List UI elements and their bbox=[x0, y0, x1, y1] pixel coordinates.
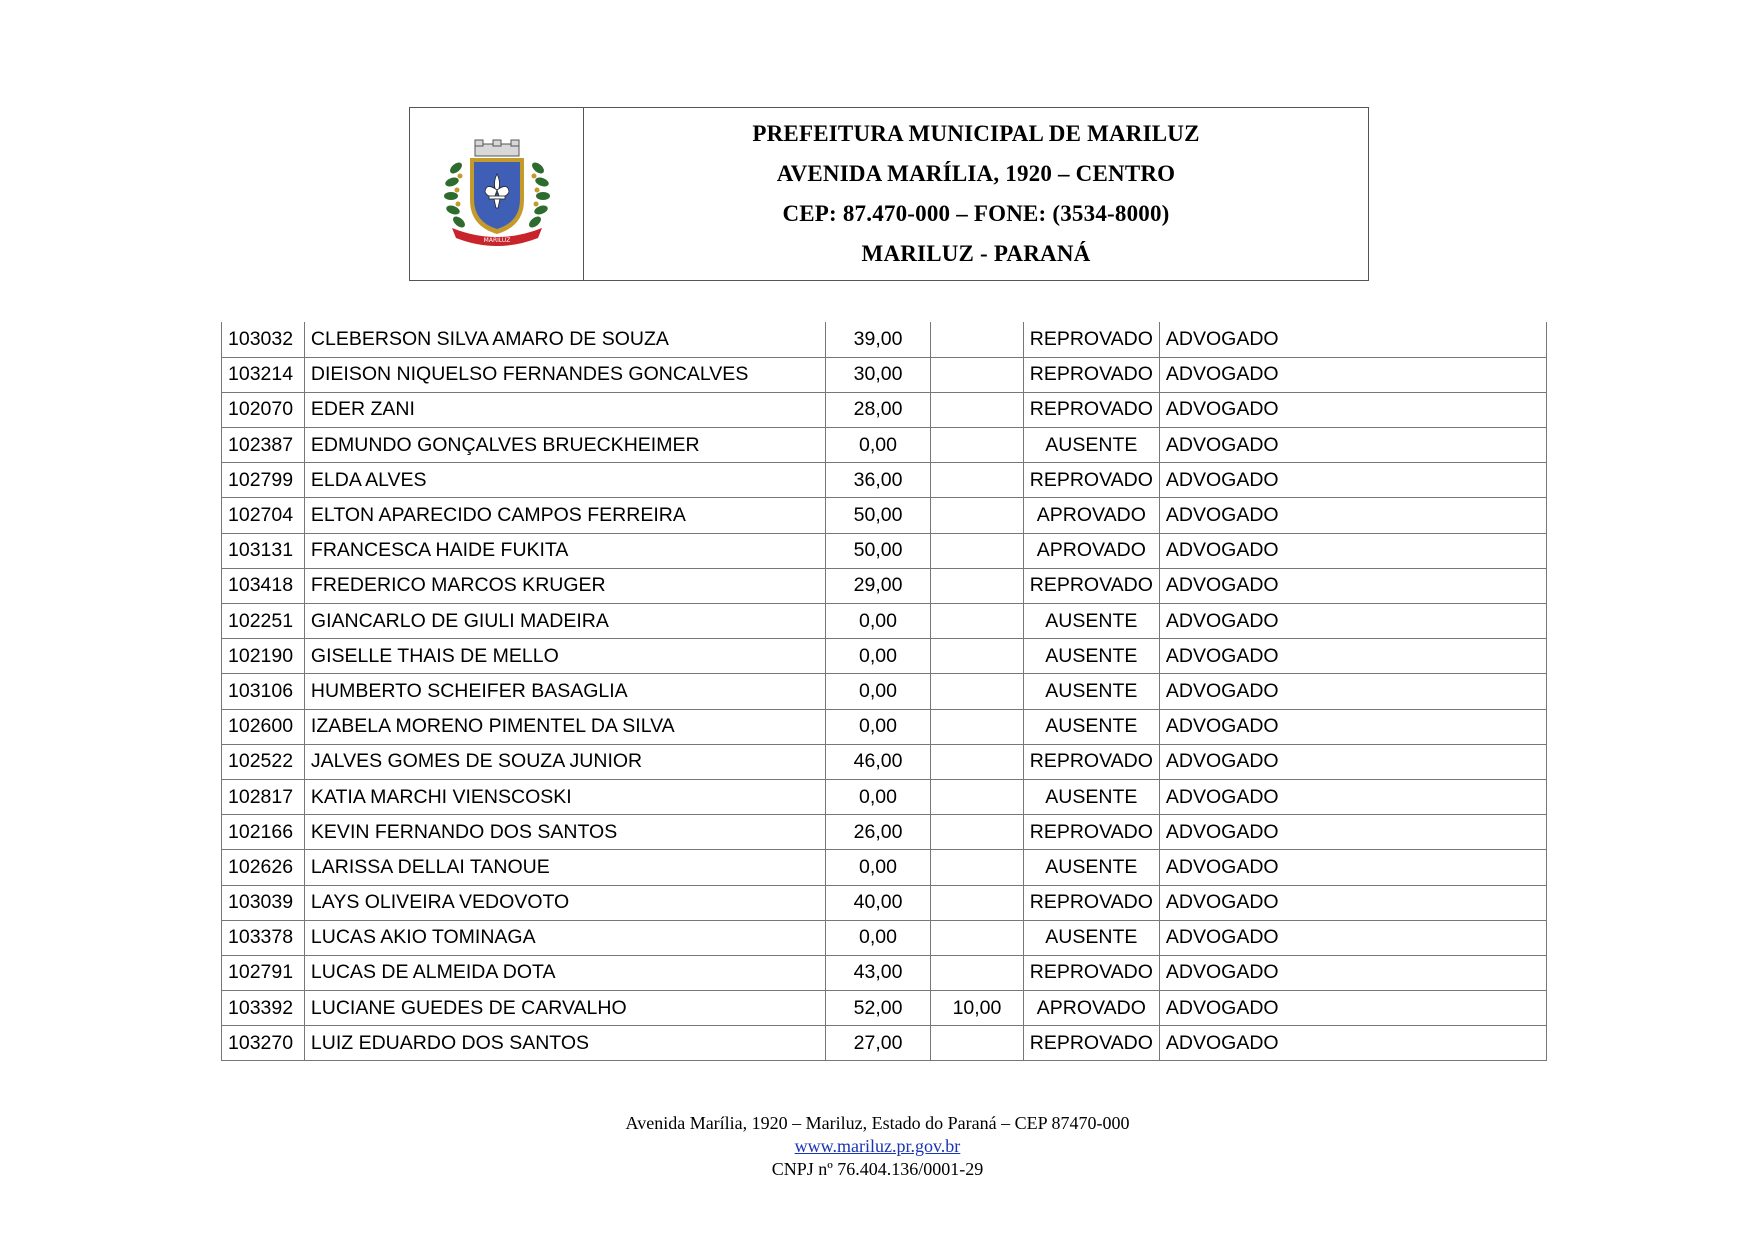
candidate-id-cell: 103214 bbox=[222, 357, 305, 392]
position-cell: ADVOGADO bbox=[1159, 850, 1546, 885]
candidate-name-cell: ELTON APARECIDO CAMPOS FERREIRA bbox=[304, 498, 825, 533]
extra-score-cell bbox=[931, 463, 1024, 498]
status-cell: AUSENTE bbox=[1023, 639, 1159, 674]
table-row bbox=[222, 639, 1547, 674]
table-row bbox=[222, 533, 1547, 568]
position-cell: ADVOGADO bbox=[1159, 463, 1546, 498]
position-cell: ADVOGADO bbox=[1159, 322, 1546, 357]
candidate-name-cell: EDMUNDO GONÇALVES BRUECKHEIMER bbox=[304, 428, 825, 463]
extra-score-cell bbox=[931, 568, 1024, 603]
position-cell: ADVOGADO bbox=[1159, 357, 1546, 392]
table-row bbox=[222, 815, 1547, 850]
extra-score-cell bbox=[931, 639, 1024, 674]
status-cell: REPROVADO bbox=[1023, 463, 1159, 498]
status-cell: REPROVADO bbox=[1023, 744, 1159, 779]
candidate-id-cell: 103378 bbox=[222, 920, 305, 955]
position-cell: ADVOGADO bbox=[1159, 498, 1546, 533]
candidate-name-cell: GISELLE THAIS DE MELLO bbox=[304, 639, 825, 674]
candidate-name-cell: FRANCESCA HAIDE FUKITA bbox=[304, 533, 825, 568]
position-cell: ADVOGADO bbox=[1159, 533, 1546, 568]
position-cell: ADVOGADO bbox=[1159, 815, 1546, 850]
candidate-name-cell: GIANCARLO DE GIULI MADEIRA bbox=[304, 604, 825, 639]
score-cell: 0,00 bbox=[825, 850, 930, 885]
candidate-name-cell: LUIZ EDUARDO DOS SANTOS bbox=[304, 1026, 825, 1061]
extra-score-cell bbox=[931, 709, 1024, 744]
table-row bbox=[222, 991, 1547, 1026]
status-cell: AUSENTE bbox=[1023, 920, 1159, 955]
status-cell: APROVADO bbox=[1023, 991, 1159, 1026]
logo-cell bbox=[410, 108, 584, 280]
status-cell: REPROVADO bbox=[1023, 322, 1159, 357]
table-row bbox=[222, 850, 1547, 885]
position-cell: ADVOGADO bbox=[1159, 674, 1546, 709]
extra-score-cell bbox=[931, 920, 1024, 955]
status-cell: REPROVADO bbox=[1023, 568, 1159, 603]
table-row bbox=[222, 920, 1547, 955]
extra-score-cell bbox=[931, 955, 1024, 990]
table-row bbox=[222, 885, 1547, 920]
footer-cnpj: CNPJ nº 76.404.136/0001-29 bbox=[771, 1159, 984, 1179]
candidate-name-cell: DIEISON NIQUELSO FERNANDES GONCALVES bbox=[304, 357, 825, 392]
candidate-name-cell: CLEBERSON SILVA AMARO DE SOUZA bbox=[304, 322, 825, 357]
table-row bbox=[222, 1026, 1547, 1061]
candidate-name-cell: ELDA ALVES bbox=[304, 463, 825, 498]
status-cell: APROVADO bbox=[1023, 533, 1159, 568]
candidate-id-cell: 102251 bbox=[222, 604, 305, 639]
candidate-id-cell: 102190 bbox=[222, 639, 305, 674]
crest-banner-text: MARILUZ bbox=[483, 237, 510, 244]
candidate-id-cell: 102626 bbox=[222, 850, 305, 885]
position-cell: ADVOGADO bbox=[1159, 428, 1546, 463]
letterhead bbox=[409, 107, 1369, 281]
table-row bbox=[222, 392, 1547, 427]
score-cell: 0,00 bbox=[825, 428, 930, 463]
status-cell: REPROVADO bbox=[1023, 1026, 1159, 1061]
score-cell: 46,00 bbox=[825, 744, 930, 779]
position-cell: ADVOGADO bbox=[1159, 1026, 1546, 1061]
score-cell: 29,00 bbox=[825, 568, 930, 603]
candidate-name-cell: IZABELA MORENO PIMENTEL DA SILVA bbox=[304, 709, 825, 744]
score-cell: 50,00 bbox=[825, 533, 930, 568]
table-row bbox=[222, 428, 1547, 463]
extra-score-cell bbox=[931, 674, 1024, 709]
position-cell: ADVOGADO bbox=[1159, 709, 1546, 744]
municipal-crest-logo bbox=[442, 138, 552, 250]
table-row bbox=[222, 322, 1547, 357]
table-row bbox=[222, 674, 1547, 709]
extra-score-cell: 10,00 bbox=[931, 991, 1024, 1026]
extra-score-cell bbox=[931, 428, 1024, 463]
footer-address: Avenida Marília, 1920 – Mariluz, Estado do Paraná – CEP 87470-000 bbox=[625, 1113, 1130, 1133]
score-cell: 0,00 bbox=[825, 604, 930, 639]
candidate-id-cell: 103131 bbox=[222, 533, 305, 568]
status-cell: REPROVADO bbox=[1023, 815, 1159, 850]
status-cell: REPROVADO bbox=[1023, 885, 1159, 920]
candidate-id-cell: 102070 bbox=[222, 392, 305, 427]
results-table-body bbox=[222, 322, 1547, 1061]
table-row bbox=[222, 779, 1547, 814]
table-row bbox=[222, 744, 1547, 779]
status-cell: AUSENTE bbox=[1023, 428, 1159, 463]
candidate-name-cell: LAYS OLIVEIRA VEDOVOTO bbox=[304, 885, 825, 920]
status-cell: AUSENTE bbox=[1023, 674, 1159, 709]
status-cell: AUSENTE bbox=[1023, 850, 1159, 885]
score-cell: 0,00 bbox=[825, 709, 930, 744]
table-row bbox=[222, 463, 1547, 498]
position-cell: ADVOGADO bbox=[1159, 744, 1546, 779]
score-cell: 30,00 bbox=[825, 357, 930, 392]
position-cell: ADVOGADO bbox=[1159, 568, 1546, 603]
candidate-id-cell: 102522 bbox=[222, 744, 305, 779]
candidate-id-cell: 102166 bbox=[222, 815, 305, 850]
status-cell: REPROVADO bbox=[1023, 392, 1159, 427]
candidate-name-cell: LUCIANE GUEDES DE CARVALHO bbox=[304, 991, 825, 1026]
score-cell: 0,00 bbox=[825, 674, 930, 709]
position-cell: ADVOGADO bbox=[1159, 991, 1546, 1026]
candidate-id-cell: 103106 bbox=[222, 674, 305, 709]
score-cell: 36,00 bbox=[825, 463, 930, 498]
candidate-id-cell: 102387 bbox=[222, 428, 305, 463]
candidate-id-cell: 102704 bbox=[222, 498, 305, 533]
position-cell: ADVOGADO bbox=[1159, 392, 1546, 427]
extra-score-cell bbox=[931, 850, 1024, 885]
candidate-name-cell: LUCAS DE ALMEIDA DOTA bbox=[304, 955, 825, 990]
candidate-id-cell: 103418 bbox=[222, 568, 305, 603]
candidate-id-cell: 102791 bbox=[222, 955, 305, 990]
candidate-name-cell: HUMBERTO SCHEIFER BASAGLIA bbox=[304, 674, 825, 709]
candidate-name-cell: EDER ZANI bbox=[304, 392, 825, 427]
score-cell: 26,00 bbox=[825, 815, 930, 850]
candidate-name-cell: JALVES GOMES DE SOUZA JUNIOR bbox=[304, 744, 825, 779]
score-cell: 27,00 bbox=[825, 1026, 930, 1061]
municipality-city-state: MARILUZ - PARANÁ bbox=[861, 241, 1091, 266]
candidate-id-cell: 103039 bbox=[222, 885, 305, 920]
municipality-address: AVENIDA MARÍLIA, 1920 – CENTRO bbox=[776, 161, 1176, 186]
status-cell: AUSENTE bbox=[1023, 779, 1159, 814]
position-cell: ADVOGADO bbox=[1159, 604, 1546, 639]
table-row bbox=[222, 357, 1547, 392]
candidate-name-cell: KEVIN FERNANDO DOS SANTOS bbox=[304, 815, 825, 850]
candidate-id-cell: 103392 bbox=[222, 991, 305, 1026]
status-cell: APROVADO bbox=[1023, 498, 1159, 533]
results-table bbox=[221, 322, 1547, 1061]
candidate-id-cell: 102799 bbox=[222, 463, 305, 498]
position-cell: ADVOGADO bbox=[1159, 920, 1546, 955]
extra-score-cell bbox=[931, 357, 1024, 392]
extra-score-cell bbox=[931, 322, 1024, 357]
candidate-id-cell: 102600 bbox=[222, 709, 305, 744]
table-row bbox=[222, 568, 1547, 603]
extra-score-cell bbox=[931, 604, 1024, 639]
table-row bbox=[222, 604, 1547, 639]
candidate-name-cell: LARISSA DELLAI TANOUE bbox=[304, 850, 825, 885]
score-cell: 0,00 bbox=[825, 920, 930, 955]
candidate-name-cell: FREDERICO MARCOS KRUGER bbox=[304, 568, 825, 603]
extra-score-cell bbox=[931, 885, 1024, 920]
table-row bbox=[222, 709, 1547, 744]
candidate-name-cell: LUCAS AKIO TOMINAGA bbox=[304, 920, 825, 955]
status-cell: AUSENTE bbox=[1023, 709, 1159, 744]
score-cell: 52,00 bbox=[825, 991, 930, 1026]
candidate-name-cell: KATIA MARCHI VIENSCOSKI bbox=[304, 779, 825, 814]
extra-score-cell bbox=[931, 533, 1024, 568]
position-cell: ADVOGADO bbox=[1159, 885, 1546, 920]
page-footer bbox=[0, 1112, 1755, 1181]
status-cell: AUSENTE bbox=[1023, 604, 1159, 639]
extra-score-cell bbox=[931, 1026, 1024, 1061]
status-cell: REPROVADO bbox=[1023, 955, 1159, 990]
score-cell: 28,00 bbox=[825, 392, 930, 427]
extra-score-cell bbox=[931, 779, 1024, 814]
score-cell: 0,00 bbox=[825, 639, 930, 674]
position-cell: ADVOGADO bbox=[1159, 955, 1546, 990]
letterhead-text bbox=[584, 108, 1368, 280]
status-cell: REPROVADO bbox=[1023, 357, 1159, 392]
extra-score-cell bbox=[931, 498, 1024, 533]
score-cell: 39,00 bbox=[825, 322, 930, 357]
score-cell: 40,00 bbox=[825, 885, 930, 920]
score-cell: 43,00 bbox=[825, 955, 930, 990]
position-cell: ADVOGADO bbox=[1159, 639, 1546, 674]
footer-website-link[interactable]: www.mariluz.pr.gov.br bbox=[794, 1136, 961, 1156]
municipality-cep-phone: CEP: 87.470-000 – FONE: (3534-8000) bbox=[782, 201, 1170, 226]
extra-score-cell bbox=[931, 815, 1024, 850]
extra-score-cell bbox=[931, 392, 1024, 427]
table-row bbox=[222, 955, 1547, 990]
candidate-id-cell: 103270 bbox=[222, 1026, 305, 1061]
candidate-id-cell: 102817 bbox=[222, 779, 305, 814]
candidate-id-cell: 103032 bbox=[222, 322, 305, 357]
score-cell: 50,00 bbox=[825, 498, 930, 533]
table-row bbox=[222, 498, 1547, 533]
position-cell: ADVOGADO bbox=[1159, 779, 1546, 814]
municipality-name: PREFEITURA MUNICIPAL DE MARILUZ bbox=[752, 121, 1200, 146]
extra-score-cell bbox=[931, 744, 1024, 779]
score-cell: 0,00 bbox=[825, 779, 930, 814]
